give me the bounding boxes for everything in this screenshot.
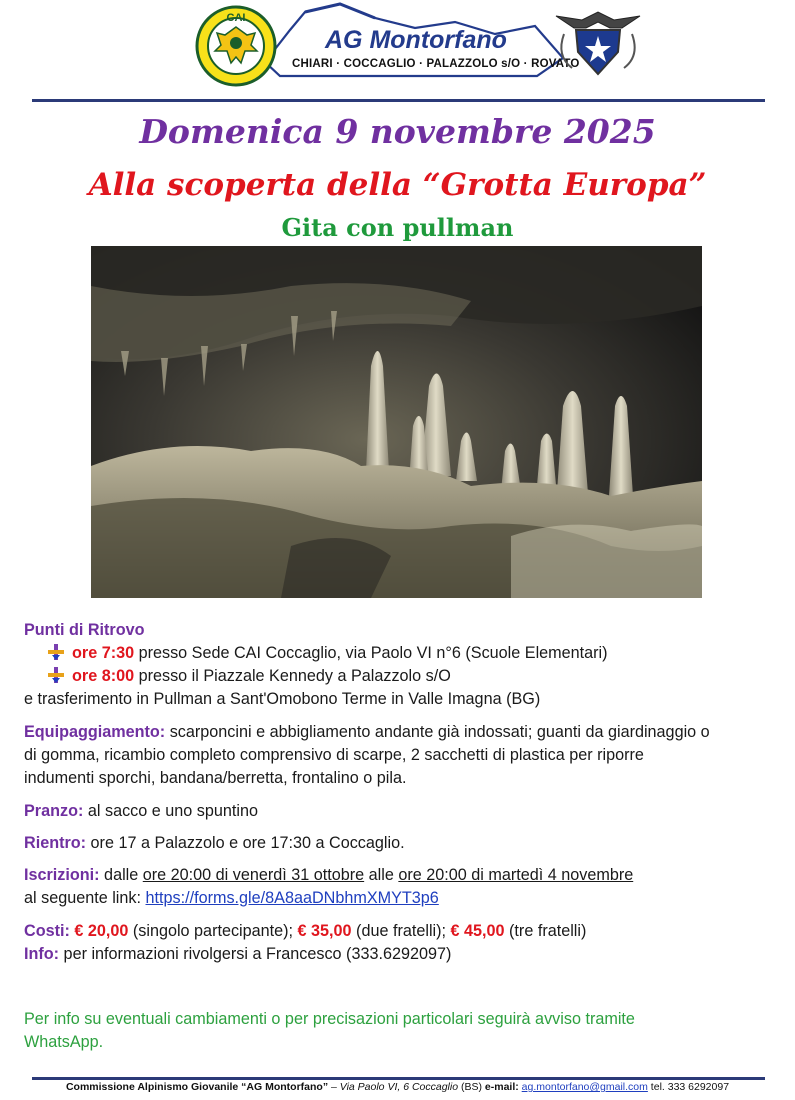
registration-link-line: al seguente link: https://forms.gle/8A8aaDNbhmXMYT3p6: [24, 889, 439, 907]
bullet-arrow-icon: [48, 644, 64, 660]
lunch-line: Pranzo: al sacco e uno spuntino: [24, 802, 258, 820]
notice-line: WhatsApp.: [24, 1033, 104, 1051]
info-line: Info: per informazioni rivolgersi a Francesco (333.6292097): [24, 945, 452, 963]
page-footer: Commissione Alpinismo Giovanile “AG Montorfano” – Via Paolo VI, 6 Coccaglio (BS) e-mail: ag.montorfano@gmail.com tel. 333 6292097: [65, 1081, 730, 1093]
cai-eagle-emblem-logo: [552, 6, 644, 78]
event-subtitle: Gita con pullman: [281, 213, 514, 242]
event-title: Alla scoperta della “Grotta Europa”: [88, 167, 707, 203]
header-divider: [32, 99, 765, 102]
equipment-line: indumenti sporchi, bandana/berretta, frontalino o pila.: [24, 769, 407, 787]
page-header: [0, 0, 795, 100]
costs-line: Costi: € 20,00 (singolo partecipante); € 35,00 (due fratelli); € 45,00 (tre fratelli): [24, 922, 587, 940]
meeting-label: Punti di Ritrovo: [24, 621, 145, 639]
registration-line: Iscrizioni: dalle ore 20:00 di venerdì 31 ottobre alle ore 20:00 di martedì 4 novembre: [24, 866, 634, 884]
meeting-item: ore 8:00 presso il Piazzale Kennedy a Palazzolo s/O: [48, 665, 451, 687]
meeting-transfer: e trasferimento in Pullman a Sant'Omobono Terme in Valle Imagna (BG): [24, 690, 541, 708]
equipment-line: di gomma, ricambio completo comprensivo di scarpe, 2 sacchetti di plastica per riporre: [24, 746, 644, 764]
org-towns: CHIARI · COCCAGLIO · PALAZZOLO s/O · ROVATO: [292, 58, 580, 70]
bullet-arrow-icon: [48, 667, 64, 683]
equipment-line: Equipaggiamento: scarponcini e abbigliamento andante già indossati; guanti da giardinaggio o: [24, 723, 710, 741]
footer-email-link[interactable]: ag.montorfano@gmail.com: [521, 1081, 648, 1093]
cave-photo: [91, 246, 702, 598]
org-name: AG Montorfano: [325, 26, 507, 54]
cai-alpinismo-giovanile-logo: [195, 5, 277, 87]
event-date: Domenica 9 novembre 2025: [139, 112, 656, 151]
meeting-item: ore 7:30 presso Sede CAI Coccaglio, via Paolo VI n°6 (Scuole Elementari): [48, 642, 608, 664]
registration-link[interactable]: https://forms.gle/8A8aaDNbhmXMYT3p6: [145, 889, 439, 907]
svg-text:CAI: CAI: [226, 12, 246, 24]
notice-line: Per info su eventuali cambiamenti o per precisazioni particolari seguirà avviso tramite: [24, 1010, 635, 1028]
footer-divider: [32, 1077, 765, 1080]
return-line: Rientro: ore 17 a Palazzolo e ore 17:30 a Coccaglio.: [24, 834, 405, 852]
